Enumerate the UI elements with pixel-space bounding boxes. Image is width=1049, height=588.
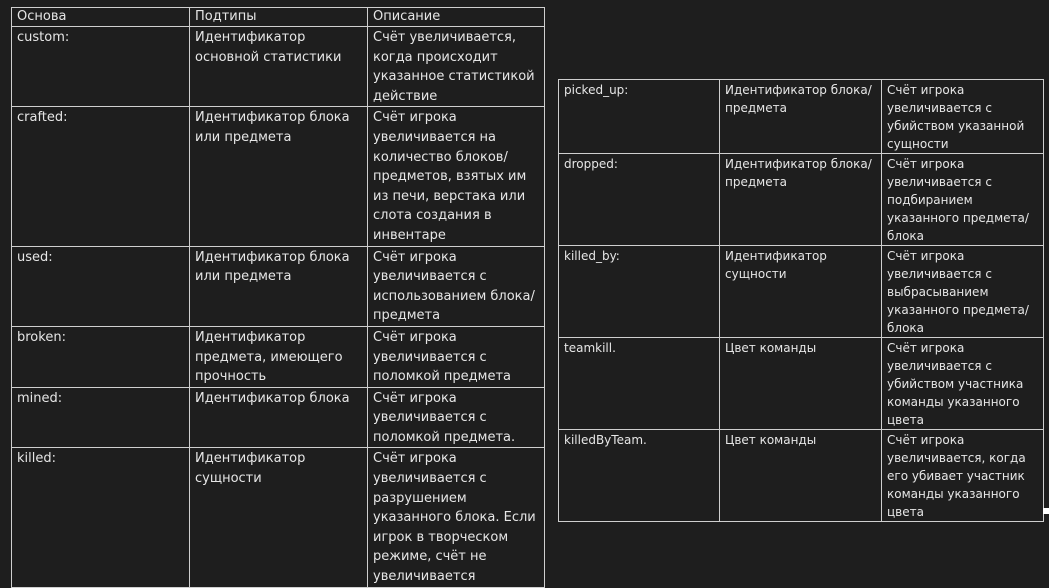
cell-subtypes: Идентификатор сущности xyxy=(720,246,882,338)
cell-base: picked_up: xyxy=(559,80,720,154)
cell-description: Счёт игрока увеличивается на количество блоков/предметов, взятых им из печи, верстака или слота создания в инвентаре xyxy=(368,107,545,246)
header-subtypes: Подтипы xyxy=(190,8,368,27)
cell-base: killedByTeam. xyxy=(559,430,720,522)
table-row xyxy=(12,107,545,246)
cell-base: custom: xyxy=(12,27,190,107)
cell-description: Счёт игрока увеличивается, когда его убивает участник команды указанного цвета xyxy=(882,430,1044,522)
cell-base: teamkill. xyxy=(559,338,720,430)
cell-base: mined: xyxy=(12,387,190,448)
cell-description: Счёт увеличивается, когда происходит указанное статистикой действие xyxy=(368,27,545,107)
cell-subtypes: Идентификатор блока xyxy=(190,387,368,448)
cell-description: Счёт игрока увеличивается с поломкой предмета. xyxy=(368,387,545,448)
cell-base: killed: xyxy=(12,448,190,587)
table-row xyxy=(12,246,545,326)
table-row xyxy=(12,27,545,107)
corner-marker xyxy=(1043,508,1049,514)
header-base: Основа xyxy=(12,8,190,27)
table-row xyxy=(559,338,1044,430)
table-row xyxy=(12,326,545,387)
table-row xyxy=(12,448,545,587)
cell-subtypes: Идентификатор сущности xyxy=(190,448,368,587)
cell-subtypes: Цвет команды xyxy=(720,430,882,522)
cell-base: used: xyxy=(12,246,190,326)
cell-description: Счёт игрока увеличивается с поломкой предмета xyxy=(368,326,545,387)
cell-base: crafted: xyxy=(12,107,190,246)
cell-description: Счёт игрока увеличивается с использованием блока/предмета xyxy=(368,246,545,326)
table-row xyxy=(559,246,1044,338)
cell-description: Счёт игрока увеличивается с выбрасыванием указанного предмета/блока xyxy=(882,246,1044,338)
table-row xyxy=(559,80,1044,154)
cell-subtypes: Идентификатор блока или предмета xyxy=(190,107,368,246)
table-row xyxy=(559,154,1044,246)
cell-base: killed_by: xyxy=(559,246,720,338)
cell-subtypes: Идентификатор блока/предмета xyxy=(720,80,882,154)
cell-subtypes: Цвет команды xyxy=(720,338,882,430)
cell-description: Счёт игрока увеличивается с подбиранием указанного предмета/блока xyxy=(882,154,1044,246)
cell-description: Счёт игрока увеличивается с разрушением указанного блока. Если игрок в творческом режиме, счёт не увеличивается xyxy=(368,448,545,587)
cell-description: Счёт игрока увеличивается с убийством участника команды указанного цвета xyxy=(882,338,1044,430)
table-row xyxy=(12,387,545,448)
stats-table-right xyxy=(558,79,1044,522)
cell-description: Счёт игрока увеличивается с убийством указанной сущности xyxy=(882,80,1044,154)
cell-subtypes: Идентификатор основной статистики xyxy=(190,27,368,107)
cell-base: dropped: xyxy=(559,154,720,246)
cell-subtypes: Идентификатор блока или предмета xyxy=(190,246,368,326)
cell-subtypes: Идентификатор блока/предмета xyxy=(720,154,882,246)
stats-table-left xyxy=(11,7,545,588)
table-header-row xyxy=(12,8,545,27)
cell-subtypes: Идентификатор предмета, имеющего прочность xyxy=(190,326,368,387)
header-description: Описание xyxy=(368,8,545,27)
cell-base: broken: xyxy=(12,326,190,387)
table-row xyxy=(559,430,1044,522)
